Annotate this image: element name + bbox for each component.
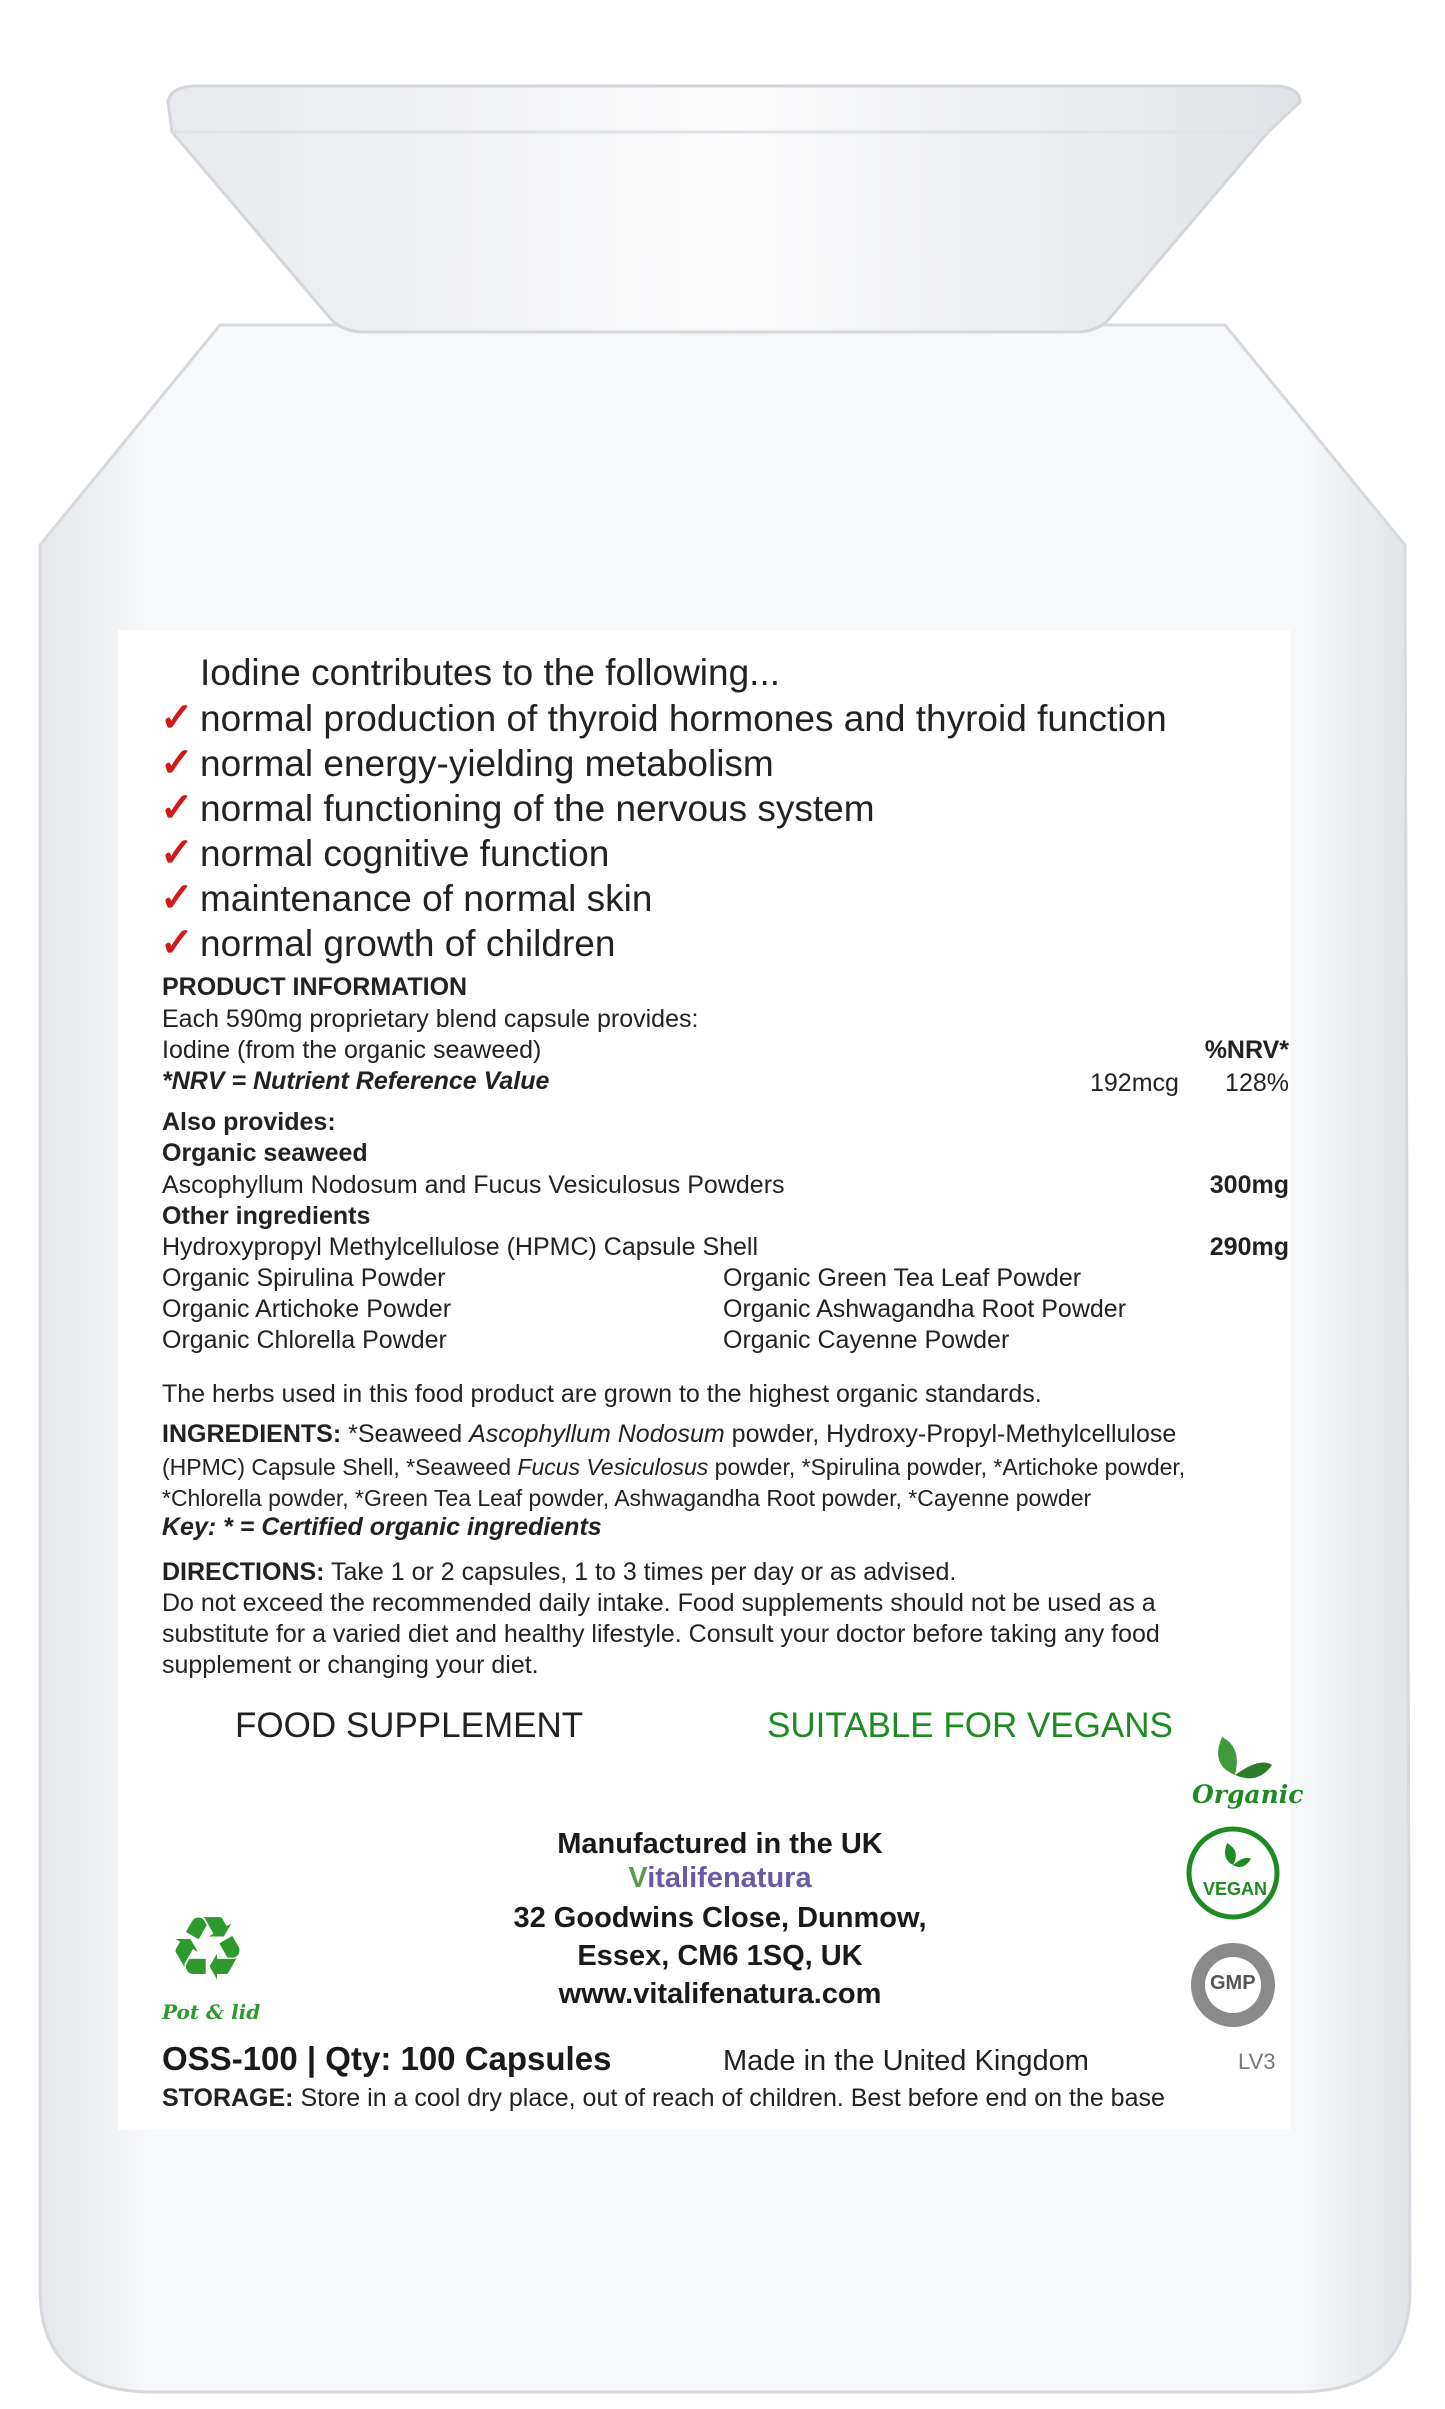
other-ingredient: Organic Artichoke Powder: [162, 1295, 452, 1323]
capsule-line: Each 590mg proprietary blend capsule provides:: [162, 1005, 699, 1033]
directions-line: DIRECTIONS: Take 1 or 2 capsules, 1 to 3 times per day or as advised.: [162, 1558, 957, 1586]
nrv-header: %NRV*: [1204, 1036, 1289, 1064]
product-info-heading: PRODUCT INFORMATION: [162, 973, 468, 1001]
other-ingredients-heading: Other ingredients: [162, 1202, 371, 1230]
benefit-item: ✓ normal growth of children: [160, 921, 616, 965]
organic-text: Organic: [1192, 1780, 1304, 1809]
label-version: LV3: [1238, 2049, 1276, 2074]
other-ingredient: Organic Chlorella Powder: [162, 1326, 447, 1354]
check-icon: ✓: [160, 696, 194, 740]
benefit-item: ✓ normal production of thyroid hormones and thyroid function: [160, 696, 1167, 740]
check-icon: ✓: [160, 921, 194, 965]
address-line: Essex, CM6 1SQ, UK: [577, 1940, 863, 1972]
other-ingredient: Organic Cayenne Powder: [723, 1326, 1010, 1354]
ingredients-line: *Chlorella powder, *Green Tea Leaf powder, Ashwagandha Root powder, *Cayenne powder: [162, 1485, 1092, 1511]
storage-line: STORAGE: Store in a cool dry place, out of reach of children. Best before end on the base: [162, 2084, 1165, 2112]
iodine-nrv: 128%: [1225, 1069, 1289, 1097]
directions-line: substitute for a varied diet and healthy lifestyle. Consult your doctor before taking any food: [162, 1620, 1160, 1648]
hpmc-amount: 290mg: [1209, 1233, 1289, 1261]
other-ingredient: Organic Ashwagandha Root Powder: [723, 1295, 1127, 1323]
iodine-amount: 192mcg: [1090, 1069, 1179, 1097]
organic-badge: [1180, 1725, 1304, 1815]
organic-note: The herbs used in this food product are grown to the highest organic standards.: [162, 1380, 1042, 1408]
suitable-vegans-label: SUITABLE FOR VEGANS: [767, 1706, 1173, 1745]
check-icon: ✓: [160, 741, 194, 785]
benefit-item: ✓ maintenance of normal skin: [160, 876, 653, 920]
recycle-text: Pot & lid: [162, 2000, 261, 2024]
directions-line: supplement or changing your diet.: [162, 1651, 539, 1679]
check-icon: ✓: [160, 786, 194, 830]
manufactured-line: Manufactured in the UK: [557, 1828, 883, 1860]
product-code: OSS-100 | Qty: 100 Capsules: [162, 2040, 612, 2077]
seaweed-amount: 300mg: [1209, 1171, 1289, 1199]
iodine-label: Iodine (from the organic seaweed): [162, 1036, 542, 1064]
brand-name: Vitalifenatura: [628, 1862, 812, 1894]
directions-line: Do not exceed the recommended daily intake. Food supplements should not be used as a: [162, 1589, 1156, 1617]
benefit-item: ✓ normal functioning of the nervous system: [160, 786, 875, 830]
benefits-intro: Iodine contributes to the following...: [200, 652, 781, 693]
vegan-leaf-icon: [1185, 1825, 1281, 1921]
organic-seaweed-heading: Organic seaweed: [162, 1139, 368, 1167]
nrv-note: *NRV = Nutrient Reference Value: [162, 1067, 550, 1095]
benefit-item: ✓ normal energy-yielding metabolism: [160, 741, 774, 785]
other-ingredient: Organic Spirulina Powder: [162, 1264, 446, 1292]
gmp-badge: [1188, 1940, 1278, 2030]
food-supplement-label: FOOD SUPPLEMENT: [235, 1706, 584, 1745]
vegan-badge: [1185, 1825, 1281, 1921]
gmp-text: GMP: [1210, 1972, 1256, 1994]
ingredients-key: Key: * = Certified organic ingredients: [162, 1513, 602, 1541]
seaweed-line: Ascophyllum Nodosum and Fucus Vesiculosus Powders: [162, 1171, 785, 1199]
ingredients-line: (HPMC) Capsule Shell, *Seaweed Fucus Vesiculosus powder, *Spirulina powder, *Artichoke powder,: [162, 1454, 1186, 1480]
ingredients-line: INGREDIENTS: *Seaweed Ascophyllum Nodosum powder, Hydroxy-Propyl-Methylcellulose: [162, 1420, 1177, 1448]
check-icon: ✓: [160, 876, 194, 920]
check-icon: ✓: [160, 831, 194, 875]
hpmc-line: Hydroxypropyl Methylcellulose (HPMC) Capsule Shell: [162, 1233, 759, 1261]
benefit-item: ✓ normal cognitive function: [160, 831, 610, 875]
recycle-icon: ♻: [168, 1899, 247, 1998]
address-line: 32 Goodwins Close, Dunmow,: [513, 1902, 927, 1934]
made-in-uk: Made in the United Kingdom: [723, 2045, 1089, 2077]
also-provides: Also provides:: [162, 1108, 336, 1136]
vegan-text: VEGAN: [1203, 1879, 1268, 1899]
bottle-cap: [168, 86, 1300, 332]
other-ingredient: Organic Green Tea Leaf Powder: [723, 1264, 1082, 1292]
website: www.vitalifenatura.com: [558, 1978, 882, 2010]
recycle-badge: [160, 1899, 270, 2025]
